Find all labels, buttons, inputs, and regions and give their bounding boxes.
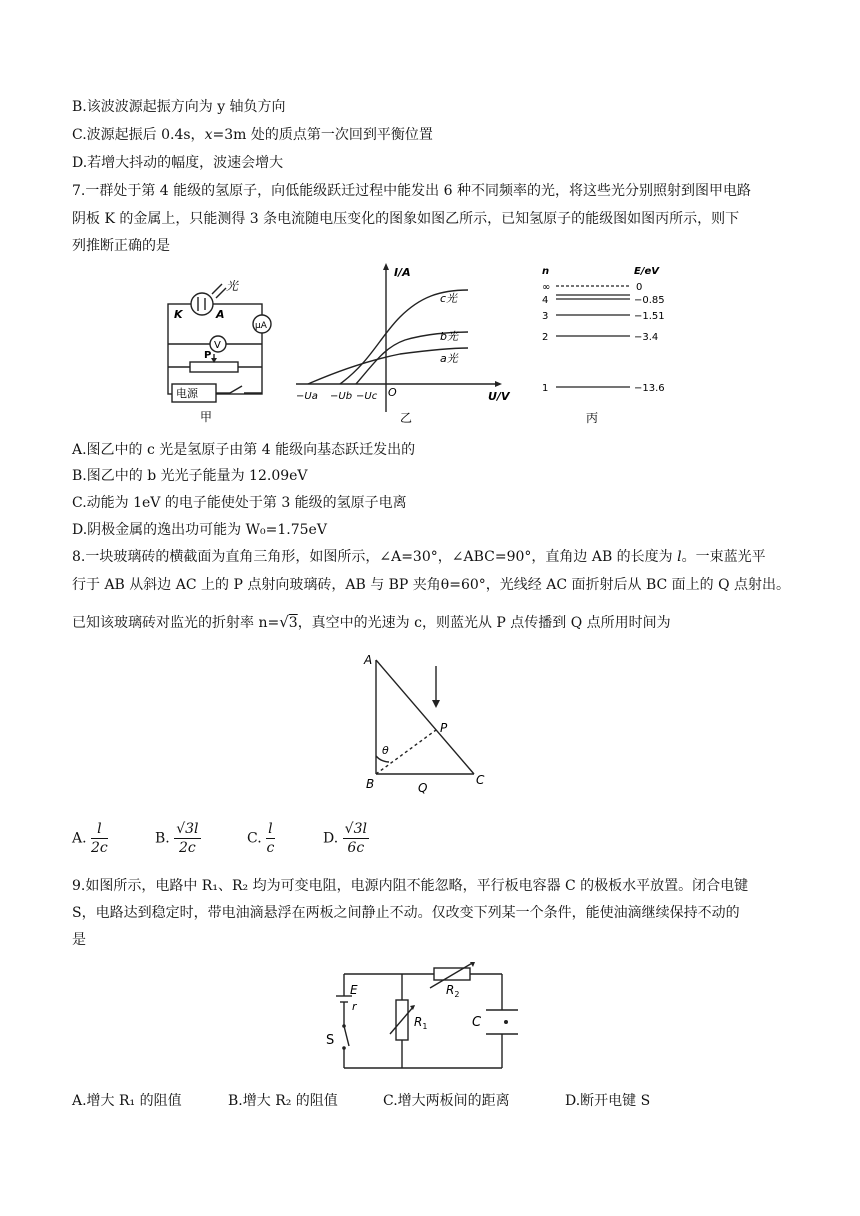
q7-voltage-axis-label: U/V [488, 390, 510, 403]
q7-ua-label: −Ua [296, 391, 318, 402]
q7-level-2-n: 2 [542, 332, 549, 343]
q7-option-b: B.图乙中的 b 光光子能量为 12.09eV [72, 468, 308, 484]
q8-stem-line2: 行于 AB 从斜边 AC 上的 P 点射向玻璃砖，AB 与 BP 夹角θ=60°，光线经 AC 面折射后从 BC 面上的 Q 点射出。 [72, 577, 791, 593]
q7-n-column-label: n [542, 266, 550, 277]
q6-option-c-var: x [204, 127, 213, 143]
q8-option-d-sqrt: √ [344, 821, 354, 837]
q8-option-c-label: C. [247, 830, 262, 847]
q7-origin-label: O [388, 386, 397, 399]
q9-option-d: D.断开电键 S [565, 1093, 651, 1109]
q8-option-b-den: 2c [178, 840, 196, 856]
q7-a-light-label: a光 [440, 352, 458, 365]
q7-b-light-label: b光 [440, 330, 458, 343]
q8-option-b [155, 820, 201, 857]
q9-option-a: A.增大 R₁ 的阻值 [72, 1093, 182, 1109]
q9-stem-line2: S，电路达到稳定时，带电油滴悬浮在两板之间静止不动。仅改变下列某一个条件，能使油滴继续保持不动的 [72, 905, 740, 921]
q8-option-d-fraction [343, 820, 369, 857]
q8-option-a-num: l [91, 820, 108, 839]
q7-level-3-n: 3 [542, 311, 549, 322]
q6-option-c [72, 125, 433, 145]
q8-stem-line3-pre: 已知该玻璃砖对监光的折射率 n= [72, 615, 280, 631]
q7-c-light-label: c光 [440, 292, 458, 305]
q7-level-4-n: 4 [542, 295, 549, 306]
q8-option-c-fraction [266, 820, 274, 857]
q7-slider-p-label: P [204, 350, 212, 361]
q7-energy-column-label: E/eV [634, 266, 660, 277]
q7-option-a: A.图乙中的 c 光是氢原子由第 4 能级向基态跃迁发出的 [72, 442, 416, 458]
q7-level-1-e: −13.6 [634, 383, 665, 394]
q9-option-b: B.增大 R₂ 的阻值 [228, 1093, 338, 1109]
q8-sqrt-radicand: 3 [288, 615, 298, 631]
q9-option-c: C.增大两板间的距离 [383, 1093, 510, 1109]
q8-point-a-label: A [364, 653, 373, 667]
q7-fig-jia-caption: 甲 [200, 410, 213, 424]
q7-microammeter-label: μA [255, 321, 267, 331]
q7-level-2-e: −3.4 [634, 332, 659, 343]
q9-switch-s-label: S [326, 1033, 335, 1048]
q7-circuit-figure [160, 262, 280, 424]
q9-r2-letter: R [446, 983, 455, 997]
q8-point-c-label: C [476, 773, 485, 787]
q8-sqrt-sign: √ [279, 613, 289, 631]
q9-r2-subscript: 2 [454, 990, 460, 999]
q7-level-3-e: −1.51 [634, 311, 665, 322]
q8-stem-line3-post: ，真空中的光速为 c，则蓝光从 P 点传播到 Q 点所用时间为 [297, 615, 671, 631]
q7-energy-level-figure [538, 262, 698, 424]
q8-point-q-label: Q [418, 781, 428, 795]
q7-stem-line1: 7.一群处于第 4 能级的氢原子，向低能级跃迁过程中能发出 6 种不同频率的光，将这些光分别照射到图甲电路 [72, 183, 751, 199]
q8-option-b-fraction [174, 820, 200, 857]
q8-point-b-label: B [366, 777, 375, 791]
q7-stem-line3: 列推断正确的是 [72, 238, 170, 254]
q9-emf-e-label: E [350, 983, 358, 997]
q9-r1-label [414, 1015, 427, 1031]
q8-option-c [247, 820, 275, 857]
q8-length-var: l [677, 549, 682, 565]
q8-option-d-num-wrap [343, 820, 369, 839]
q8-option-a-den: 2c [91, 840, 108, 856]
q7-anode-a-label: A [216, 308, 225, 321]
q7-iu-graph-figure [290, 262, 520, 424]
q6-option-c-pre: C.波源起振后 0.4s， [72, 127, 205, 143]
q7-current-axis-label: I/A [394, 266, 411, 279]
q9-circuit-figure [322, 962, 542, 1082]
q9-stem-line3: 是 [72, 932, 86, 948]
q8-option-b-sqrt: √ [176, 821, 186, 837]
q8-option-d-num: 3l [353, 821, 367, 837]
q7-cathode-k-label: K [174, 308, 183, 321]
q6-option-b: B.该波波源起振方向为 y 轴负方向 [72, 99, 286, 115]
q7-level-inf-e: 0 [636, 282, 643, 293]
q8-option-b-num: 3l [185, 821, 199, 837]
q7-option-c: C.动能为 1eV 的电子能使处于第 3 能级的氢原子电离 [72, 495, 407, 511]
q9-internal-r-label: r [352, 1000, 357, 1013]
q7-level-1-n: 1 [542, 383, 549, 394]
q8-option-b-num-wrap [174, 820, 200, 839]
q9-r1-subscript: 1 [422, 1022, 428, 1031]
q7-level-inf-n: ∞ [542, 282, 551, 293]
q6-option-c-post: =3m 处的质点第一次回到平衡位置 [212, 127, 433, 143]
q8-option-a [72, 820, 108, 857]
q7-stem-line2: 阴板 K 的金属上，只能测得 3 条电流随电压变化的图象如图乙所示，已知氢原子的能级图如图丙所示，则下 [72, 211, 740, 227]
q7-light-label: 光 [226, 279, 239, 293]
q8-theta-label: θ [382, 744, 389, 757]
q8-option-c-den: c [266, 840, 275, 856]
q9-r1-letter: R [414, 1015, 423, 1029]
q8-option-d-label: D. [323, 830, 339, 847]
q7-option-d: D.阴极金属的逸出功可能为 W₀=1.75eV [72, 522, 327, 538]
q8-option-a-fraction [91, 820, 108, 857]
q8-stem-line3 [72, 612, 671, 633]
q8-option-c-num: l [268, 821, 273, 837]
q7-uc-label: −Uc [356, 391, 378, 402]
q7-ub-label: −Ub [330, 391, 353, 402]
q6-option-d: D.若增大抖动的幅度，波速会增大 [72, 155, 284, 171]
q7-voltmeter-label: V [214, 340, 221, 351]
q9-stem-line1: 9.如图所示，电路中 R₁、R₂ 均为可变电阻，电源内阻不能忽略，平行板电容器 C 的极板水平放置。闭合电键 [72, 878, 749, 894]
q8-option-b-label: B. [155, 830, 170, 847]
q8-point-p-label: P [440, 721, 448, 735]
q8-stem-line1 [72, 547, 766, 567]
q9-r2-label [446, 983, 459, 999]
q8-option-a-label: A. [72, 830, 87, 847]
q8-stem-line1-pre: 8.一块玻璃砖的横截面为直角三角形，如图所示，∠A=30°，∠ABC=90°，直角边 AB 的长度为 [72, 549, 678, 565]
q7-power-source-label: 电源 [176, 387, 198, 400]
q8-stem-line1-post: 。一束蓝光平 [681, 549, 766, 565]
q7-fig-bing-caption: 丙 [586, 411, 599, 424]
q9-capacitor-c-label: C [472, 1015, 482, 1030]
q7-level-4-e: −0.85 [634, 295, 665, 306]
q8-triangle-figure [360, 650, 510, 795]
q8-option-d-den: 6c [347, 840, 365, 856]
q8-option-d [323, 820, 369, 857]
q7-fig-yi-caption: 乙 [400, 411, 413, 424]
